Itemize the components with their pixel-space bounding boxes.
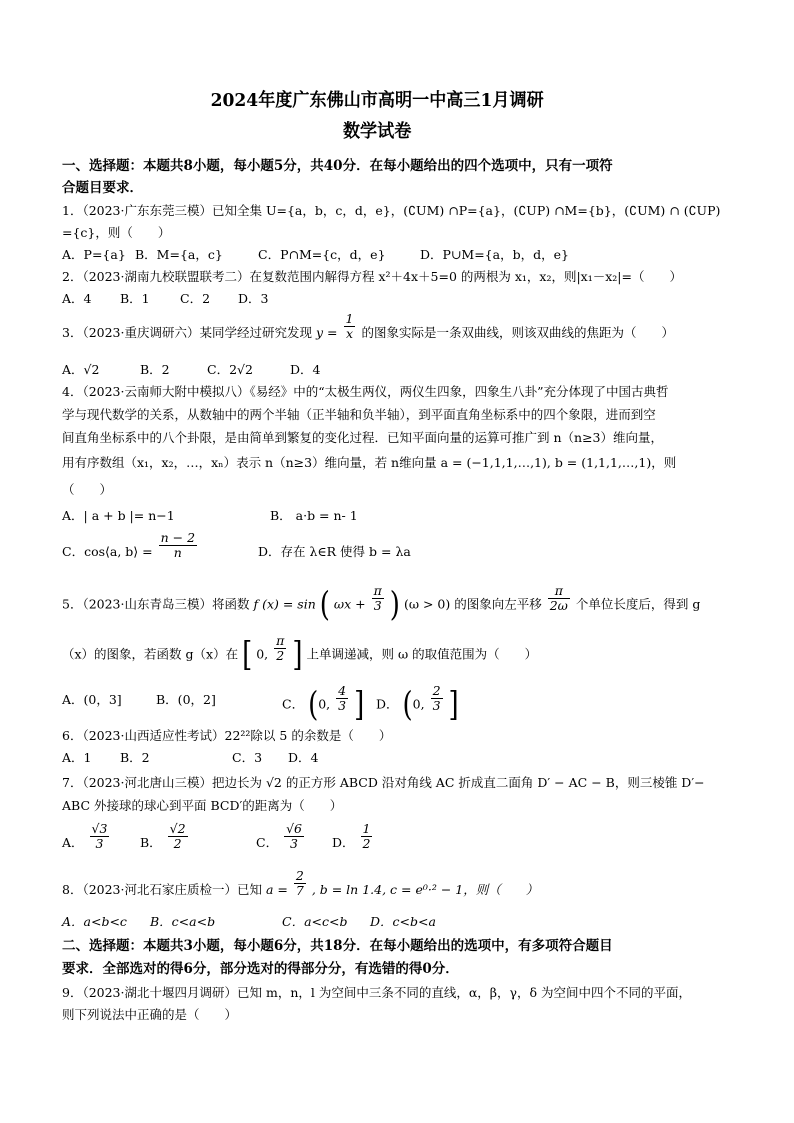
q5-stem-post: 个单位长度后，得到 g xyxy=(575,596,701,612)
q7-option-d-numerator: 1 xyxy=(362,821,371,836)
q7-option-d xyxy=(332,821,374,851)
q4-option-b: B． a·b = n- 1 xyxy=(270,508,358,523)
q5-option-d-denominator: 3 xyxy=(432,697,441,713)
q3-y: y xyxy=(315,325,324,340)
q6-option-d: D．4 xyxy=(288,750,319,765)
q3-option-c: C．2√2 xyxy=(207,362,253,377)
q4-option-c-numerator: n − 2 xyxy=(160,530,196,545)
q5-shift-fraction xyxy=(548,584,570,613)
q7-option-d-denominator: 2 xyxy=(362,836,371,851)
q5-option-b: B．(0，2] xyxy=(156,692,216,707)
q4-option-d: D．存在 λ∈R 使得 b = λa xyxy=(258,544,411,559)
q8-a-eq: a = xyxy=(265,882,288,897)
section-1-heading-line1: 一、选择题：本题共8小题，每小题5分，共40分．在每小题给出的四个选项中，只有一项符 xyxy=(62,158,613,174)
q7-option-b-denominator: 2 xyxy=(173,836,182,851)
q5-interval-left: [ xyxy=(242,635,253,675)
q5-fx: f (x) = sin xyxy=(253,596,316,612)
q5-interval-fraction xyxy=(274,634,286,663)
q3-stem xyxy=(62,311,674,341)
q5-condition: (ω > 0) 的图象向左平移 xyxy=(403,596,542,612)
q4-stem-line1: 4．（2023·云南师大附中模拟八）《易经》中的“太极生两仪，两仪生四象，四象生八卦”充分体现了中国古典哲 xyxy=(62,384,669,399)
q8-stem-rest: , b = ln 1.4, c = e⁰·² − 1，则（ ） xyxy=(311,882,539,897)
q1-option-c: C．P∩M={c，d，e} xyxy=(258,247,386,262)
q1-stem-line2: ={c}，则（ ） xyxy=(62,225,171,240)
q2-stem: 2．（2023·湖南九校联盟联考二）在复数范围内解得方程 x²＋4x＋5=0 的两根为 x₁，x₂，则|x₁－x₂|=（ ） xyxy=(62,269,682,284)
q3-option-b: B．2 xyxy=(140,362,170,377)
q3-option-a: A．√2 xyxy=(62,362,100,377)
q6-stem: 6．（2023·山西适应性考试）22²²除以 5 的余数是（ ） xyxy=(62,728,392,743)
q5-stem-line2 xyxy=(62,632,538,675)
q5-option-c-left-paren: ( xyxy=(308,685,319,725)
q1-option-d: D．P∪M={a，b，d，e} xyxy=(420,247,569,262)
q3-option-d: D．4 xyxy=(290,362,321,377)
q5-three: 3 xyxy=(373,597,382,613)
q3-stem-pre: 3．（2023·重庆调研六）某同学经过研究发现 xyxy=(62,325,312,340)
q5-option-d-right-bracket: ] xyxy=(448,685,459,725)
q7-option-a-label: A． xyxy=(62,835,84,850)
q5-option-d: D． (0, $\frac{2}{3}$ ] xyxy=(376,682,459,725)
q7-option-b-numerator: √2 xyxy=(169,821,186,836)
q2-option-c: C．2 xyxy=(180,291,211,306)
exam-subtitle: 数学试卷 xyxy=(342,121,412,142)
q7-option-b-label: B． xyxy=(140,835,162,850)
q5-stem-pre: 5．（2023·山东青岛三模）将函数 xyxy=(62,596,250,612)
q5-option-d-fraction xyxy=(431,684,443,713)
q4-option-c xyxy=(62,530,199,560)
q5-option-c-pre: C． xyxy=(282,696,305,712)
q5-shift-pi: π xyxy=(548,584,570,599)
q3-stem-post: 的图象实际是一条双曲线，则该双曲线的焦距为（ ） xyxy=(361,325,674,340)
q2-option-b: B．1 xyxy=(120,291,150,306)
q5-interval-pi: π xyxy=(276,632,285,648)
q5-interval-two: 2 xyxy=(276,647,285,663)
q6-option-b: B．2 xyxy=(120,750,150,765)
q5-line2-post: 上单调递减，则 ω 的取值范围为（ ） xyxy=(306,646,538,662)
q3-numerator: 1 xyxy=(345,311,354,326)
q5-interval-right: ] xyxy=(292,635,303,675)
q5-line2-pre: （x）的图象，若函数 g（x）在 xyxy=(62,646,239,662)
q8-stem xyxy=(62,868,539,898)
q3-denominator: x xyxy=(345,326,353,341)
q5-inner: ωx + xyxy=(333,596,366,612)
q4-stem-line5: （ ） xyxy=(62,482,113,497)
section-1-heading-line2: 合题目要求． xyxy=(62,180,143,196)
q4-option-a: A．| a + b |= n−1 xyxy=(62,508,175,523)
q5-shift-den: 2ω xyxy=(549,597,568,613)
q4-stem-line4: 用有序数组（x₁，x₂，…，xₙ）表示 n（n≥3）维向量，若 n维向量 a = (−1,1,1,…,1), b = (1,1,1,…,1)，则 xyxy=(62,455,677,470)
q7-option-c-numerator: √6 xyxy=(286,821,302,836)
q6-option-a: A．1 xyxy=(62,750,92,765)
q7-option-a xyxy=(62,821,111,851)
q7-stem-line2: ABC 外接球的球心到平面 BCD′的距离为（ ） xyxy=(62,798,343,813)
q5-pi: π xyxy=(373,582,382,598)
q7-option-a-denominator: 3 xyxy=(95,836,104,851)
q7-option-d-label: D． xyxy=(332,835,355,850)
q3-fraction xyxy=(344,312,356,341)
q5-option-d-numerator: 2 xyxy=(432,682,441,698)
q2-option-a: A．4 xyxy=(62,291,92,306)
q5-stem-line1 xyxy=(62,582,701,625)
q7-option-a-numerator: √3 xyxy=(91,821,108,836)
q8-a-fraction xyxy=(294,869,306,898)
q4-option-c-fraction xyxy=(159,531,197,560)
q8-option-c: C．a<c<b xyxy=(282,914,348,929)
q7-option-d-fraction xyxy=(361,822,373,851)
q1-option-b: B．M={a，c} xyxy=(135,247,223,262)
q7-option-b xyxy=(140,821,190,851)
q7-option-b-fraction xyxy=(168,822,188,851)
q5-option-c-fraction xyxy=(336,684,348,713)
q5-left-paren: ( xyxy=(319,585,330,625)
q5-interval-zero: 0, xyxy=(256,646,269,662)
q7-option-a-fraction xyxy=(90,822,110,851)
q5-option-a: A．(0，3] xyxy=(62,692,122,707)
q5-option-d-pre: D． xyxy=(376,696,399,712)
q5-right-paren: ) xyxy=(389,585,400,625)
section-2-heading-line2: 要求．全部选对的得6分，部分选对的得部分分，有选错的得0分． xyxy=(62,961,459,977)
q9-stem-line2: 则下列说法中正确的是（ ） xyxy=(62,1007,238,1022)
q2-option-d: D．3 xyxy=(238,291,269,306)
q5-option-d-left-paren: ( xyxy=(402,685,413,725)
q7-option-c-fraction xyxy=(284,822,304,851)
q9-stem-line1: 9．（2023·湖北十堰四月调研）已知 m，n，l 为空间中三条不同的直线，α，β，γ，δ 为空间中四个不同的平面， xyxy=(62,985,691,1000)
q4-stem-line3: 间直角坐标系中的八个卦限，是由简单到繁复的变化过程．已知平面向量的运算可推广到 n（n≥3）维向量， xyxy=(62,430,664,445)
q8-a-denominator: 7 xyxy=(295,883,304,898)
section-2-heading-line1: 二、选择题：本题共3小题，每小题6分，共18分．在每小题给出的选项中，有多项符合题目 xyxy=(62,938,613,954)
q5-option-c: C． (0, $\frac{4}{3}$ ] xyxy=(282,682,365,725)
q4-option-c-pre: C．cos⟨a, b⟩ = xyxy=(62,544,153,559)
q8-option-b: B．c<a<b xyxy=(150,914,216,929)
q8-stem-pre: 8．（2023·河北石家庄质检一）已知 xyxy=(62,882,262,897)
q4-stem-line2: 学与现代数学的关系，从数轴中的两个半轴（正半轴和负半轴），到平面直角坐标系中的四个象限，进而到空 xyxy=(62,407,656,422)
q3-eq: = xyxy=(327,325,338,340)
q8-a-numerator: 2 xyxy=(295,868,304,883)
q8-option-d: D．c<b<a xyxy=(370,914,436,929)
q7-stem-line1: 7．（2023·河北唐山三模）把边长为 √2 的正方形 ABCD 沿对角线 AC 折成直二面角 D′ − AC − B，则三棱锥 D′− xyxy=(62,775,705,790)
q1-option-a: A．P={a} xyxy=(62,247,126,262)
q6-option-c: C．3 xyxy=(232,750,263,765)
q7-option-c-denominator: 3 xyxy=(290,836,298,851)
q7-option-c-label: C． xyxy=(256,835,279,850)
q1-stem-line1: 1．（2023·广东东莞三模）已知全集 U={a，b，c，d，e}，(∁UM) ∩P={a}，(∁UP) ∩M={b}，(∁UM) ∩ (∁UP) xyxy=(62,203,721,218)
q8-option-a: A．a<b<c xyxy=(62,914,127,929)
q5-option-c-denominator: 3 xyxy=(338,697,347,713)
q5-pi-over-3 xyxy=(372,584,384,613)
exam-title: 2024年度广东佛山市高明一中高三1月调研 xyxy=(210,90,544,111)
q4-option-c-denominator: n xyxy=(173,545,182,560)
q7-option-c xyxy=(256,821,306,851)
q5-option-c-right-bracket: ] xyxy=(354,685,365,725)
q5-option-c-numerator: 4 xyxy=(338,682,347,698)
